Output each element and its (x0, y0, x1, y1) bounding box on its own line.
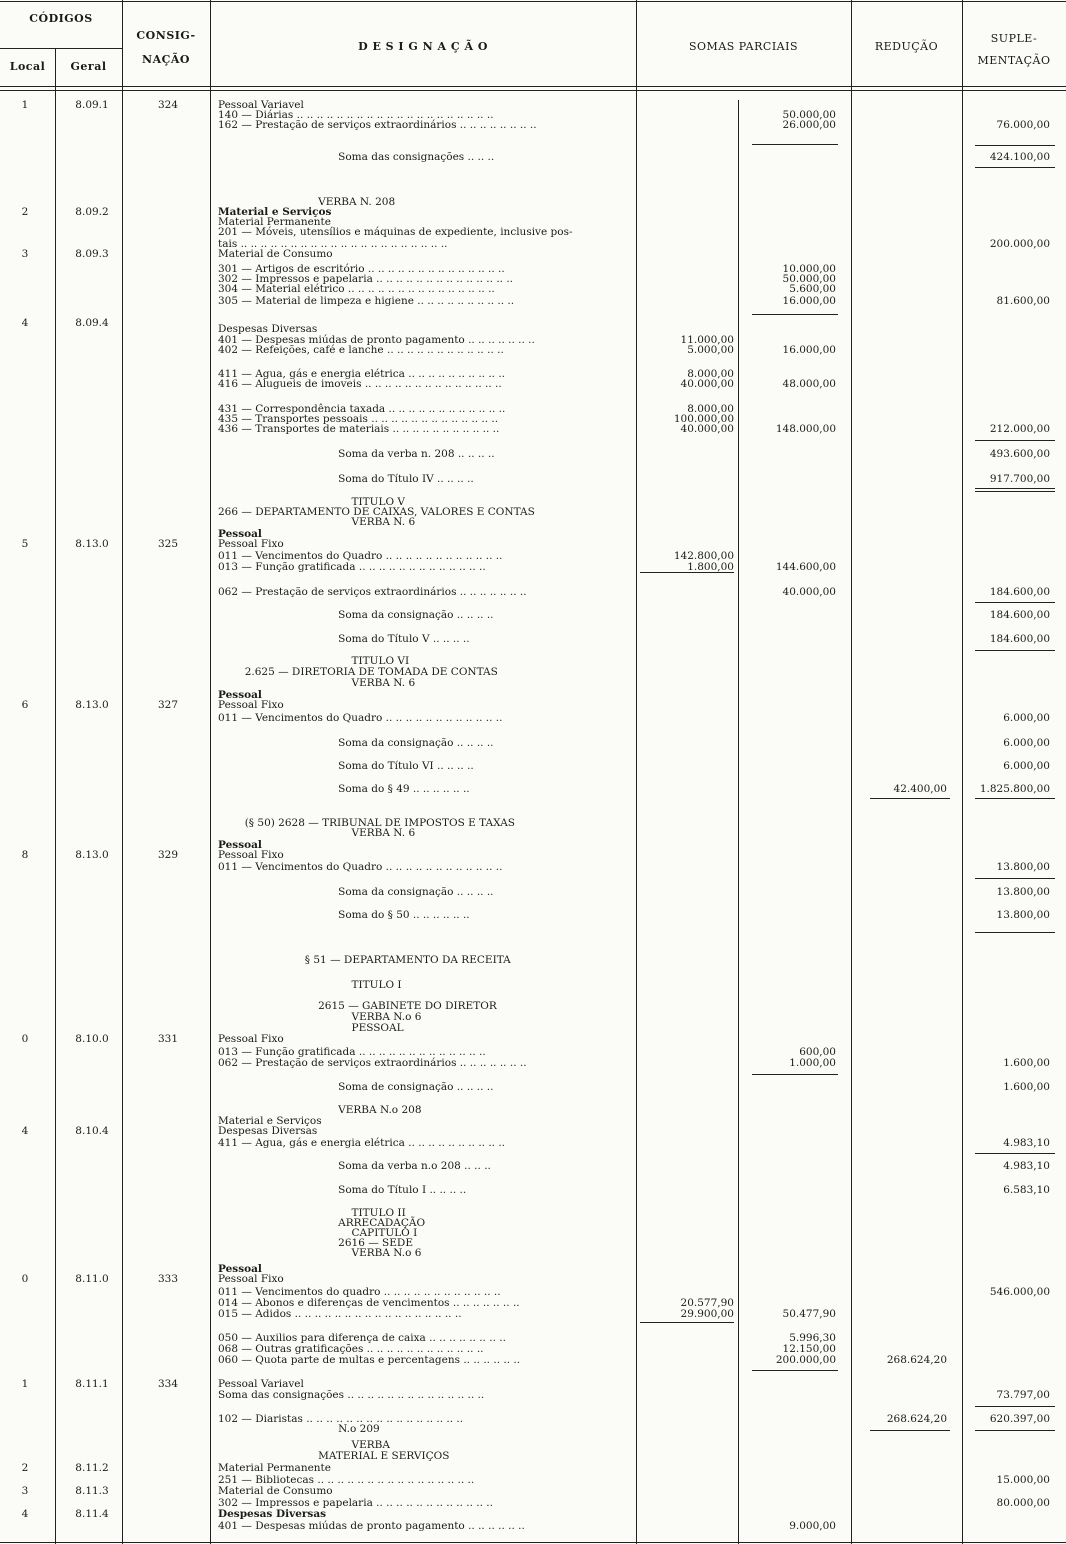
subtotal-rule (870, 1430, 950, 1431)
row-geral-code: 8.09.2 (75, 206, 109, 218)
row-geral-code: 8.09.4 (75, 317, 109, 329)
row-local-code: 2 (21, 1462, 29, 1474)
row-geral-code: 8.13.0 (75, 538, 109, 550)
row-soma-parcial-total: 50.477,90 (782, 1308, 836, 1320)
row-designacao: Material Permanente (218, 1462, 331, 1474)
row-designacao: Despesas Diversas (218, 1125, 318, 1137)
subtotal-rule (975, 167, 1055, 168)
bottom-rule (0, 1542, 1066, 1543)
row-suplementacao: 620.397,00 (989, 1413, 1050, 1425)
row-suplementacao: 184.600,00 (989, 633, 1050, 645)
row-local-code: 4 (21, 1508, 29, 1520)
row-designacao: CAPITULO I (218, 1227, 418, 1239)
row-suplementacao: 424.100,00 (989, 151, 1050, 163)
row-designacao: Soma de consignação .. .. .. .. (218, 1081, 494, 1093)
row-designacao: 416 — Alugueis de imoveis .. .. .. .. .. .. .. .. .. .. .. .. .. .. (218, 378, 502, 390)
row-suplementacao: 4.983,10 (1003, 1160, 1050, 1172)
row-local-code: 3 (21, 248, 29, 260)
row-suplementacao: 6.583,10 (1003, 1184, 1050, 1196)
header-somas-parciais: SOMAS PARCIAIS (689, 40, 798, 53)
row-geral-code: 8.11.0 (75, 1273, 109, 1285)
row-soma-parcial: 5.000,00 (687, 344, 734, 356)
row-soma-parcial: 29.900,00 (680, 1308, 734, 1320)
row-designacao: 2.625 — DIRETORIA DE TOMADA DE CONTAS (218, 666, 498, 678)
row-designacao: Soma do § 49 .. .. .. .. .. .. (218, 783, 470, 795)
row-designacao: 301 — Artigos de escritório .. .. .. .. .. .. .. .. .. .. .. .. .. .. (218, 263, 505, 275)
row-geral-code: 8.10.4 (75, 1125, 109, 1137)
row-suplementacao: 15.000,00 (996, 1474, 1050, 1486)
row-soma-parcial: 40.000,00 (680, 423, 734, 435)
row-designacao: 068 — Outras gratificações .. .. .. .. .. .. .. .. .. .. .. .. (218, 1343, 484, 1355)
row-designacao: 062 — Prestação de serviços extraordinários .. .. .. .. .. .. .. (218, 1057, 527, 1069)
row-designacao: 015 — Adidos .. .. .. .. .. .. .. .. .. .. .. .. .. .. .. .. .. (218, 1308, 462, 1320)
row-designacao: 062 — Prestação de serviços extraordinários .. .. .. .. .. .. .. (218, 586, 527, 598)
subtotal-rule (752, 1370, 838, 1371)
row-geral-code: 8.11.3 (75, 1485, 109, 1497)
row-suplementacao: 493.600,00 (989, 448, 1050, 460)
row-soma-parcial-total: 600,00 (799, 1046, 836, 1058)
row-suplementacao: 13.800,00 (996, 909, 1050, 921)
row-local-code: 4 (21, 317, 29, 329)
row-designacao: 2615 — GABINETE DO DIRETOR (218, 1000, 497, 1012)
row-designacao: Pessoal Fixo (218, 538, 284, 550)
row-designacao: 013 — Função gratificada .. .. .. .. .. .. .. .. .. .. .. .. .. (218, 1046, 486, 1058)
row-geral-code: 8.11.4 (75, 1508, 109, 1520)
row-soma-parcial-total: 40.000,00 (782, 586, 836, 598)
row-designacao: MATERIAL E SERVIÇOS (218, 1450, 450, 1462)
row-designacao: Soma do Título VI .. .. .. .. (218, 760, 474, 772)
row-local-code: 0 (21, 1273, 29, 1285)
codigos-rule (0, 48, 122, 49)
row-suplementacao: 6.000,00 (1003, 712, 1050, 724)
row-designacao: VERBA N. 6 (218, 516, 416, 528)
row-designacao: TITULO V (218, 496, 406, 508)
header-rule-2 (0, 90, 1066, 91)
row-designacao: VERBA (218, 1439, 390, 1451)
row-soma-parcial-total: 48.000,00 (782, 378, 836, 390)
col-divider-consignacao (210, 0, 211, 1544)
row-designacao: 436 — Transportes de materiais .. .. .. .. .. .. .. .. .. .. .. (218, 423, 500, 435)
row-local-code: 1 (21, 99, 29, 111)
row-designacao: 401 — Despesas miúdas de pronto pagamento .. .. .. .. .. .. .. (218, 334, 535, 346)
row-designacao: tais .. .. .. .. .. .. .. .. .. .. .. .. .. .. .. .. .. .. .. .. .. (218, 238, 448, 250)
row-designacao: Soma das consignações .. .. .. (218, 151, 495, 163)
row-local-code: 3 (21, 1485, 29, 1497)
subtotal-rule (752, 314, 838, 315)
subtotal-rule (640, 572, 734, 573)
subtotal-rule (870, 798, 950, 799)
row-designacao: (§ 50) 2628 — TRIBUNAL DE IMPOSTOS E TAXAS (218, 817, 515, 829)
row-soma-parcial-total: 50.000,00 (782, 109, 836, 121)
row-designacao: 201 — Móveis, utensílios e máquinas de expediente, inclusive pos- (218, 226, 573, 238)
row-suplementacao: 73.797,00 (996, 1389, 1050, 1401)
row-designacao: TITULO II (218, 1207, 406, 1219)
row-designacao: Material e Serviços (218, 1115, 322, 1127)
row-designacao: 140 — Diárias .. .. .. .. .. .. .. .. .. .. .. .. .. .. .. .. .. .. .. .. (218, 109, 494, 121)
row-designacao: Soma da consignação .. .. .. .. (218, 609, 494, 621)
row-designacao: Pessoal Variavel (218, 99, 304, 111)
row-consignacao: 334 (157, 1378, 179, 1390)
top-rule (0, 1, 1066, 2)
row-designacao: Soma da consignação .. .. .. .. (218, 737, 494, 749)
header-local: Local (9, 60, 46, 73)
subtotal-rule (752, 1074, 838, 1075)
row-consignacao: 329 (157, 849, 179, 861)
row-local-code: 4 (21, 1125, 29, 1137)
subtotal-rule (975, 798, 1055, 799)
row-designacao: Despesas Diversas (218, 1508, 327, 1520)
row-soma-parcial-total: 5.996,30 (789, 1332, 836, 1344)
row-designacao: 401 — Despesas miúdas de pronto pagamento .. .. .. .. .. .. (218, 1520, 525, 1532)
row-soma-parcial: 100.000,00 (673, 413, 734, 425)
subtotal-rule (975, 602, 1055, 603)
subtotal-rule (752, 144, 838, 145)
row-designacao: 411 — Agua, gás e energia elétrica .. .. .. .. .. .. .. .. .. .. (218, 1137, 506, 1149)
row-consignacao: 325 (157, 538, 179, 550)
row-designacao: PESSOAL (218, 1022, 404, 1034)
subtotal-rule (975, 440, 1055, 441)
row-designacao: 304 — Material elétrico .. .. .. .. .. .. .. .. .. .. .. .. .. .. .. (218, 283, 495, 295)
row-designacao: Pessoal (218, 689, 262, 701)
row-consignacao: 324 (157, 99, 179, 111)
col-divider-somas-parciais (851, 0, 852, 1544)
row-designacao: TITULO I (218, 979, 402, 991)
row-soma-parcial-total: 12.150,00 (782, 1343, 836, 1355)
row-designacao: Material Permanente (218, 216, 331, 228)
row-consignacao: 333 (157, 1273, 179, 1285)
row-designacao: § 51 — DEPARTAMENTO DA RECEITA (218, 954, 511, 966)
subtotal-rule (975, 1153, 1055, 1154)
row-designacao: Pessoal Fixo (218, 699, 284, 711)
header-designacao: D E S I G N A Ç Ã O (358, 40, 488, 53)
row-designacao: Soma da consignação .. .. .. .. (218, 886, 494, 898)
col-divider-reducao (962, 0, 963, 1544)
row-soma-parcial: 8.000,00 (687, 403, 734, 415)
row-designacao: N.o 209 (218, 1423, 380, 1435)
row-soma-parcial-total: 144.600,00 (775, 561, 836, 573)
row-designacao: 162 — Prestação de serviços extraordinários .. .. .. .. .. .. .. .. (218, 119, 537, 131)
row-designacao: 011 — Vencimentos do Quadro .. .. .. .. .. .. .. .. .. .. .. .. (218, 550, 503, 562)
row-designacao: Pessoal Variavel (218, 1378, 304, 1390)
row-designacao: 266 — DEPARTAMENTO DE CAIXAS, VALORES E CONTAS (218, 506, 535, 518)
row-designacao: 014 — Abonos e diferenças de vencimentos .. .. .. .. .. .. .. (218, 1297, 520, 1309)
row-suplementacao: 1.600,00 (1003, 1081, 1050, 1093)
row-designacao: VERBA N.o 208 (218, 1104, 422, 1116)
row-designacao: 2616 — SEDE (218, 1237, 413, 1249)
row-local-code: 0 (21, 1033, 29, 1045)
row-geral-code: 8.13.0 (75, 699, 109, 711)
row-designacao: 011 — Vencimentos do quadro .. .. .. .. .. .. .. .. .. .. .. .. (218, 1286, 501, 1298)
row-suplementacao: 80.000,00 (996, 1497, 1050, 1509)
row-designacao: Pessoal (218, 1263, 262, 1275)
subtotal-rule (975, 145, 1055, 146)
row-suplementacao: 1.600,00 (1003, 1057, 1050, 1069)
row-designacao: 251 — Bibliotecas .. .. .. .. .. .. .. .. .. .. .. .. .. .. .. .. (218, 1474, 475, 1486)
subtotal-rule (640, 1322, 734, 1323)
row-designacao: Soma do Título I .. .. .. .. (218, 1184, 467, 1196)
row-designacao: Pessoal (218, 528, 262, 540)
row-suplementacao: 6.000,00 (1003, 760, 1050, 772)
row-designacao: Material de Consumo (218, 248, 333, 260)
subtotal-rule (975, 491, 1055, 492)
subtotal-rule (975, 1406, 1055, 1407)
row-designacao: 050 — Auxilios para diferença de caixa .. .. .. .. .. .. .. .. (218, 1332, 506, 1344)
header-rule (0, 86, 1066, 87)
header-consignacao: CONSIG- NAÇÃO (136, 29, 196, 66)
row-suplementacao: 6.000,00 (1003, 737, 1050, 749)
row-local-code: 2 (21, 206, 29, 218)
row-designacao: 305 — Material de limpeza e higiene .. .. .. .. .. .. .. .. .. .. (218, 295, 515, 307)
header-geral: Geral (70, 60, 107, 73)
subtotal-rule (975, 488, 1055, 489)
row-geral-code: 8.10.0 (75, 1033, 109, 1045)
row-designacao: Soma da verba n. 208 .. .. .. .. (218, 448, 495, 460)
row-local-code: 6 (21, 699, 29, 711)
row-designacao: 302 — Impressos e papelaria .. .. .. .. .. .. .. .. .. .. .. .. .. .. (218, 273, 514, 285)
row-designacao: Despesas Diversas (218, 323, 318, 335)
col-divider-local (55, 48, 56, 1544)
row-soma-parcial: 1.800,00 (687, 561, 734, 573)
row-designacao: Soma da verba n.o 208 .. .. .. (218, 1160, 491, 1172)
row-suplementacao: 184.600,00 (989, 586, 1050, 598)
row-designacao: 402 — Refeições, café e lanche .. .. .. .. .. .. .. .. .. .. .. .. (218, 344, 504, 356)
row-designacao: 013 — Função gratificada .. .. .. .. .. .. .. .. .. .. .. .. .. (218, 561, 486, 573)
row-soma-parcial-total: 16.000,00 (782, 295, 836, 307)
row-soma-parcial: 11.000,00 (680, 334, 734, 346)
row-soma-parcial-total: 10.000,00 (782, 263, 836, 275)
subtotal-rule (975, 878, 1055, 879)
row-local-code: 5 (21, 538, 29, 550)
row-designacao: VERBA N.o 6 (218, 1011, 422, 1023)
row-geral-code: 8.13.0 (75, 849, 109, 861)
row-geral-code: 8.09.1 (75, 99, 109, 111)
row-designacao: 431 — Correspondência taxada .. .. .. .. .. .. .. .. .. .. .. .. (218, 403, 506, 415)
row-designacao: 302 — Impressos e papelaria .. .. .. .. .. .. .. .. .. .. .. .. (218, 1497, 493, 1509)
row-soma-parcial-total: 16.000,00 (782, 344, 836, 356)
row-geral-code: 8.11.1 (75, 1378, 109, 1390)
row-designacao: 411 — Agua, gás e energia elétrica .. .. .. .. .. .. .. .. .. .. (218, 368, 506, 380)
row-suplementacao: 546.000,00 (989, 1286, 1050, 1298)
row-soma-parcial: 20.577,90 (680, 1297, 734, 1309)
row-soma-parcial-total: 1.000,00 (789, 1057, 836, 1069)
row-suplementacao: 4.983,10 (1003, 1137, 1050, 1149)
row-local-code: 8 (21, 849, 29, 861)
row-suplementacao: 76.000,00 (996, 119, 1050, 131)
row-designacao: Material e Serviços (218, 206, 332, 218)
row-designacao: ARRECADAÇÃO (218, 1217, 426, 1229)
row-suplementacao: 13.800,00 (996, 861, 1050, 873)
subtotal-rule (975, 932, 1055, 933)
row-designacao: 011 — Vencimentos do Quadro .. .. .. .. .. .. .. .. .. .. .. .. (218, 712, 503, 724)
row-soma-parcial-total: 9.000,00 (789, 1520, 836, 1532)
row-designacao: VERBA N.o 6 (218, 1247, 422, 1259)
row-suplementacao: 81.600,00 (996, 295, 1050, 307)
row-designacao: Soma do Título V .. .. .. .. (218, 633, 470, 645)
col-divider-designacao (636, 0, 637, 1544)
row-designacao: Pessoal Fixo (218, 1273, 284, 1285)
row-designacao: VERBA N. 208 (218, 196, 396, 208)
row-consignacao: 327 (157, 699, 179, 711)
row-designacao: Pessoal Fixo (218, 849, 284, 861)
row-designacao: Soma das consignações .. .. .. .. .. .. .. .. .. .. .. .. .. .. (218, 1389, 485, 1401)
row-designacao: Pessoal (218, 839, 262, 851)
subtotal-rule (975, 1430, 1055, 1431)
row-reducao: 268.624,20 (886, 1413, 947, 1425)
row-soma-parcial-total: 5.600,00 (789, 283, 836, 295)
row-designacao: VERBA N. 6 (218, 677, 416, 689)
row-designacao: TITULO VI (218, 655, 410, 667)
row-designacao: VERBA N. 6 (218, 827, 416, 839)
row-designacao: 060 — Quota parte de multas e percentagens .. .. .. .. .. .. (218, 1354, 521, 1366)
row-geral-code: 8.09.3 (75, 248, 109, 260)
row-designacao: Pessoal Fixo (218, 1033, 284, 1045)
col-divider-somas (738, 100, 739, 1544)
row-soma-parcial-total: 148.000,00 (775, 423, 836, 435)
row-reducao: 42.400,00 (893, 783, 947, 795)
row-suplementacao: 917.700,00 (989, 473, 1050, 485)
row-designacao: 102 — Diaristas .. .. .. .. .. .. .. .. .. .. .. .. .. .. .. .. (218, 1413, 464, 1425)
col-divider-geral (122, 0, 123, 1544)
row-suplementacao: 13.800,00 (996, 886, 1050, 898)
subtotal-rule (975, 650, 1055, 651)
row-designacao: Soma do Título IV .. .. .. .. (218, 473, 474, 485)
row-suplementacao: 184.600,00 (989, 609, 1050, 621)
row-designacao: 435 — Transportes pessoais .. .. .. .. .. .. .. .. .. .. .. .. .. (218, 413, 499, 425)
header-reducao: REDUÇÃO (874, 40, 939, 53)
row-soma-parcial: 8.000,00 (687, 368, 734, 380)
row-suplementacao: 212.000,00 (989, 423, 1050, 435)
row-suplementacao: 1.825.800,00 (979, 783, 1050, 795)
row-soma-parcial: 142.800,00 (673, 550, 734, 562)
header-codigos: CÓDIGOS (29, 12, 93, 25)
row-designacao: Material de Consumo (218, 1485, 333, 1497)
row-soma-parcial-total: 50.000,00 (782, 273, 836, 285)
row-reducao: 268.624,20 (886, 1354, 947, 1366)
row-soma-parcial-total: 200.000,00 (775, 1354, 836, 1366)
row-suplementacao: 200.000,00 (989, 238, 1050, 250)
row-soma-parcial-total: 26.000,00 (782, 119, 836, 131)
row-designacao: 011 — Vencimentos do Quadro .. .. .. .. .. .. .. .. .. .. .. .. (218, 861, 503, 873)
row-geral-code: 8.11.2 (75, 1462, 109, 1474)
row-consignacao: 331 (157, 1033, 179, 1045)
row-local-code: 1 (21, 1378, 29, 1390)
row-soma-parcial: 40.000,00 (680, 378, 734, 390)
row-designacao: Soma do § 50 .. .. .. .. .. .. (218, 909, 470, 921)
header-suplementacao: SUPLE- MENTAÇÃO (977, 32, 1051, 67)
